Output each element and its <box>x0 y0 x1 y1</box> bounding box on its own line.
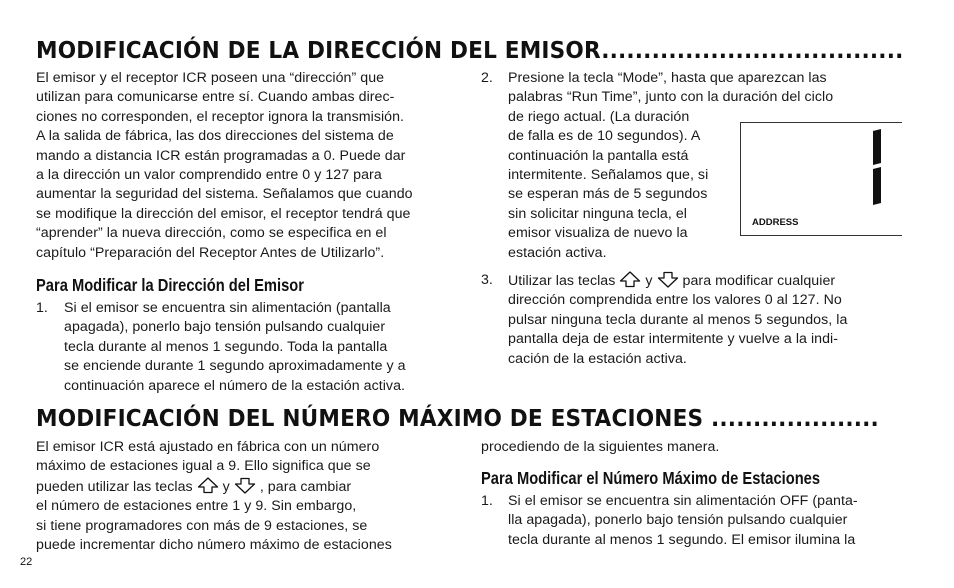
section-heading-address: MODIFICACIÓN DE LA DIRECCIÓN DEL EMISOR.................................... <box>36 36 904 64</box>
text-line: estación activa. <box>508 244 607 261</box>
text-line: apagada), ponerlo bajo tensión pulsando cualquier <box>64 319 386 336</box>
text-line: tecla durante al menos 1 segundo. Toda la pantalla <box>64 338 388 355</box>
text-line: de riego actual. (La duración <box>508 108 690 125</box>
lcd-display-illustration <box>740 122 902 236</box>
text-line: se modifique la dirección del emisor, el receptor tendrá que <box>36 205 411 222</box>
text-line: emisor visualiza de nuevo la <box>508 225 688 242</box>
text-line: dirección comprendida entre los valores 0 al 127. No <box>508 292 842 309</box>
section-heading-max-stations: MODIFICACIÓN DEL NÚMERO MÁXIMO DE ESTACIONES .................... <box>36 404 879 432</box>
step-number: 1. <box>36 300 48 316</box>
text-line: si tiene programadores con más de 9 estaciones, se <box>36 517 368 534</box>
intro-paragraph-max-stations <box>36 438 392 555</box>
text-line: capítulo “Preparación del Receptor Antes de Utilizarlo”. <box>36 244 385 261</box>
text-segment: , para cambiar <box>259 478 352 495</box>
step-number: 2. <box>481 70 493 86</box>
page-number: 22 <box>20 556 33 568</box>
text-line: se esperan más de 5 segundos <box>508 186 708 203</box>
subheading-modify-max-stations: Para Modificar el Número Máximo de Estaciones <box>481 468 821 488</box>
subheading-modify-address: Para Modificar la Dirección del Emisor <box>36 275 304 295</box>
text-line: aumentar la seguridad del sistema. Señalamos que cuando <box>36 186 413 203</box>
text-line: ciones no corresponden, el receptor ignora la transmisión. <box>36 108 405 125</box>
text-line: intermitente. Señalamos que, si <box>508 167 709 184</box>
text-line-continued: procediendo de la siguientes manera. <box>481 439 720 455</box>
down-arrow-key-icon <box>657 271 679 288</box>
text-line: Si el emisor se encuentra sin alimentación (pantalla <box>64 300 391 316</box>
step-1-address <box>64 299 406 396</box>
text-line: cación de la estación activa. <box>508 350 687 367</box>
text-line: tecla durante al menos 1 segundo. El emisor ilumina la <box>508 531 856 548</box>
text-line: El emisor ICR está ajustado en fábrica con un número <box>36 439 380 455</box>
text-line: pantalla deja de estar intermitente y vuelve a la indi- <box>508 331 839 348</box>
text-line: Si el emisor se encuentra sin alimentación OFF (panta- <box>508 493 858 509</box>
text-line: el número de estaciones entre 1 y 9. Sin embargo, <box>36 498 357 515</box>
text-line: máximo de estaciones igual a 9. Ello significa que se <box>36 458 371 475</box>
lcd-digit-segments <box>869 129 885 205</box>
text-line: a la dirección un valor comprendido entre 0 y 127 para <box>36 167 382 184</box>
text-segment: y <box>645 273 653 289</box>
text-line: puede incrementar dicho número máximo de estaciones <box>36 537 392 554</box>
text-line: utilizan para comunicarse entre sí. Cuando ambas direc- <box>36 89 395 106</box>
text-line: Presione la tecla “Mode”, hasta que aparezcan las <box>508 70 827 86</box>
text-line: lla apagada), ponerlo bajo tensión pulsando cualquier <box>508 512 848 529</box>
text-line: “aprender” la nueva dirección, como se especifica en el <box>36 225 387 242</box>
text-line: sin solicitar ninguna tecla, el <box>508 205 687 222</box>
text-line: mando a distancia ICR están programadas a 0. Puede dar <box>36 147 406 164</box>
up-arrow-key-icon <box>619 271 641 288</box>
text-line <box>36 477 392 497</box>
text-line: pulsar ninguna tecla durante al menos 5 segundos, la <box>508 311 848 328</box>
step-3-address <box>508 271 847 369</box>
step-1-max-stations <box>508 492 858 550</box>
text-line: continuación la pantalla está <box>508 147 689 164</box>
text-segment: Utilizar las teclas <box>508 273 616 289</box>
up-arrow-key-icon <box>197 477 219 494</box>
down-arrow-key-icon <box>234 477 256 494</box>
intro-paragraph-address <box>36 69 413 263</box>
text-line: El emisor y el receptor ICR poseen una “dirección” que <box>36 70 385 86</box>
text-segment: y <box>222 478 230 495</box>
text-line: de falla es de 10 segundos). A <box>508 128 701 145</box>
text-line: A la salida de fábrica, las dos direcciones del sistema de <box>36 128 394 145</box>
text-line: continuación aparece el número de la estación activa. <box>64 377 405 394</box>
text-line: palabras “Run Time”, junto con la duración del ciclo <box>508 89 834 106</box>
text-line <box>508 271 847 291</box>
text-segment: para modificar cualquier <box>682 273 836 289</box>
step-number: 1. <box>481 493 493 509</box>
text-line: se enciende durante 1 segundo aproximadamente y a <box>64 358 406 375</box>
lcd-address-label: ADDRESS <box>752 217 799 228</box>
text-segment: pueden utilizar las teclas <box>36 478 193 495</box>
step-number: 3. <box>481 272 493 288</box>
